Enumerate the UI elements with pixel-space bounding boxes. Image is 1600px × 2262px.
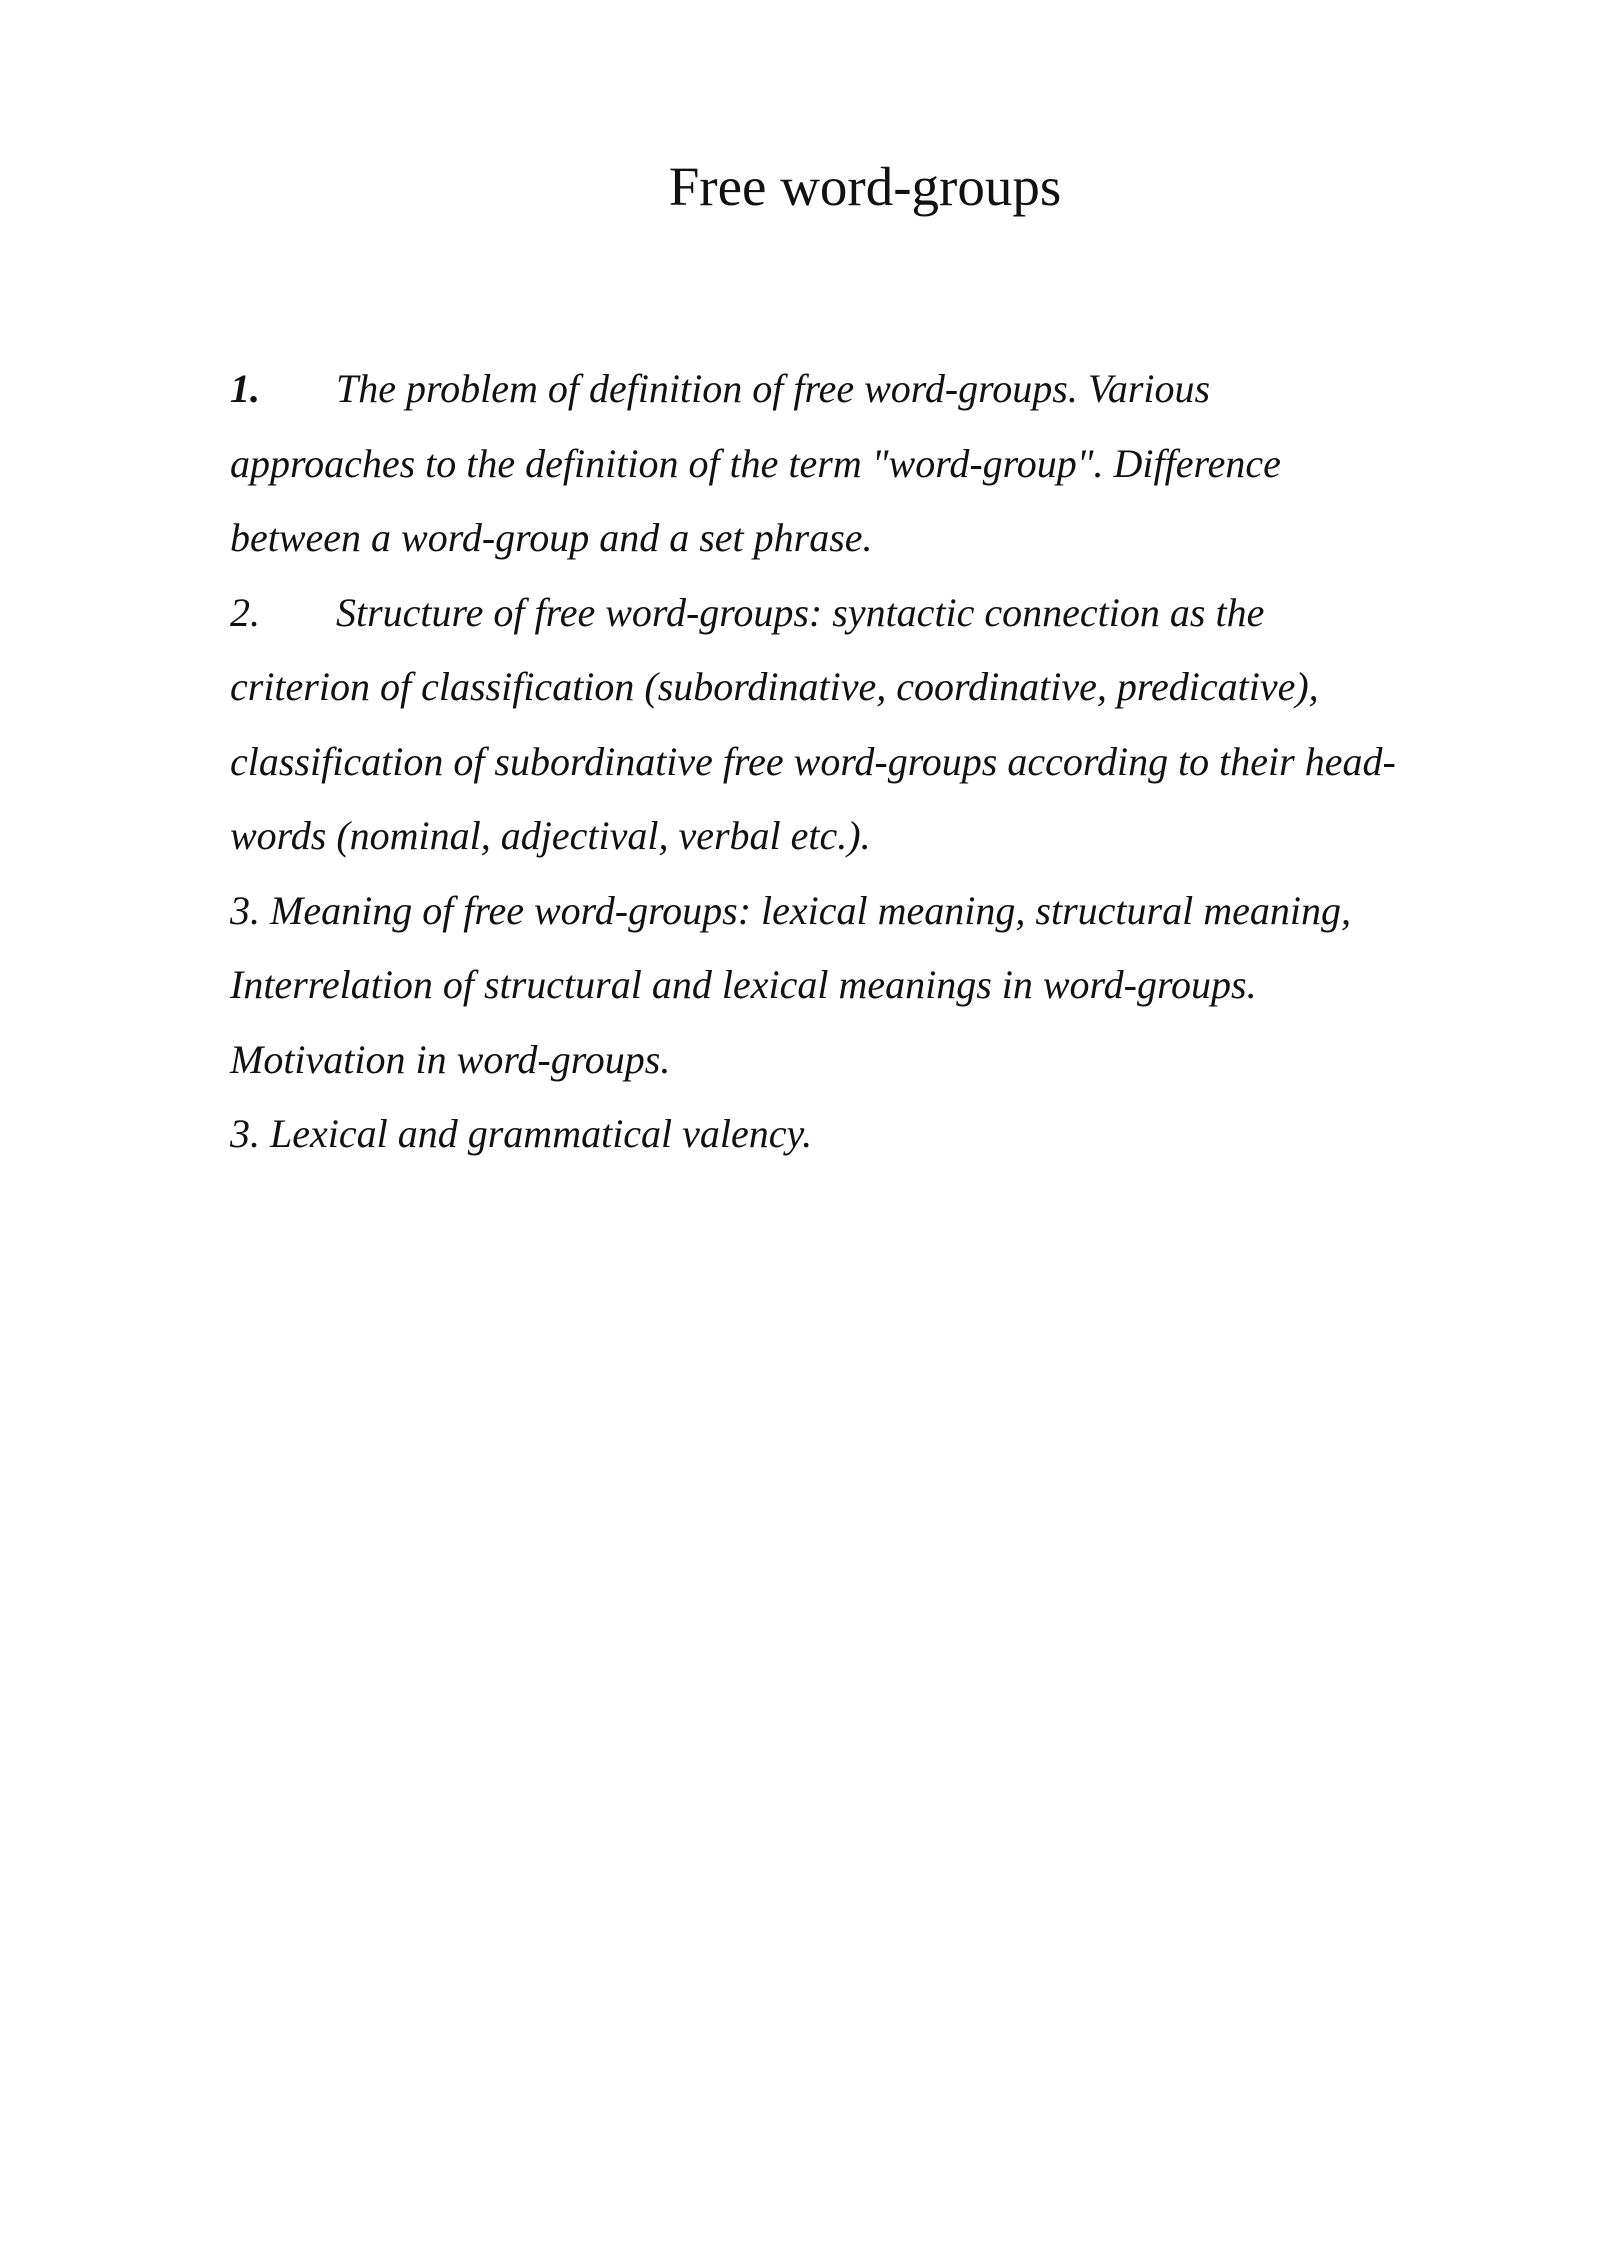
item-text: The problem of definition of free word-groups. Various — [336, 366, 1211, 411]
item-number: 2. — [230, 589, 260, 635]
item-text: Motivation in word-groups. — [230, 1036, 671, 1082]
item-text: words (nominal, adjectival, verbal etc.). — [230, 813, 871, 858]
text-line — [230, 352, 1530, 427]
item-text: Structure of free word-groups: syntactic connection as the — [336, 589, 1265, 635]
list-item — [230, 576, 1530, 874]
page-title: Free word-groups — [668, 156, 1062, 217]
list-item — [230, 874, 1530, 1098]
item-number: 1. — [230, 366, 260, 411]
item-text: between a word-group and a set phrase. — [230, 515, 873, 560]
item-text: approaches to the definition of the term "word-group". Difference — [230, 440, 1281, 486]
outline-list — [230, 352, 1530, 1172]
list-item — [230, 352, 1530, 576]
item-text: Interrelation of structural and lexical meanings in word-groups. — [230, 962, 1257, 1007]
item-number: 3. — [230, 1111, 260, 1156]
text-line — [230, 576, 1530, 651]
item-number: 3. — [230, 887, 260, 933]
item-text: Lexical and grammatical valency. — [270, 1111, 813, 1156]
text-line — [230, 874, 1530, 949]
list-item — [230, 1097, 1530, 1172]
item-text: criterion of classification (subordinative, coordinative, predicative), — [230, 664, 1319, 709]
item-text: Meaning of free word-groups: lexical meaning, structural meaning, — [270, 887, 1351, 933]
text-line — [230, 1097, 1530, 1172]
item-text: classification of subordinative free word-groups according to their head- — [230, 738, 1396, 784]
